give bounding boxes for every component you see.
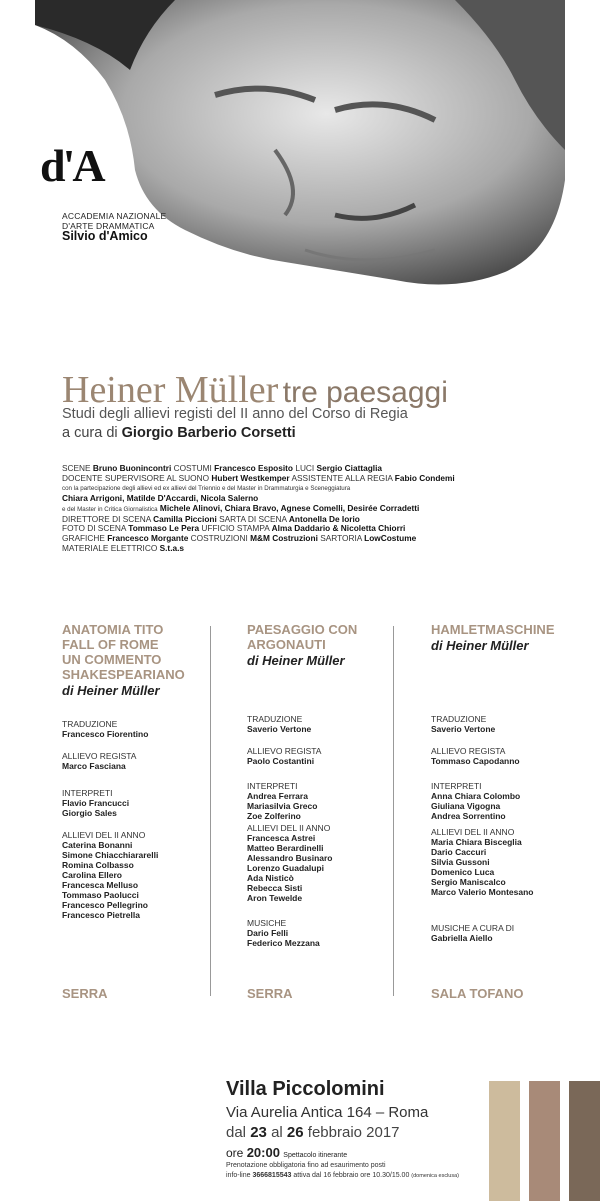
credit-label: SARTA DI SCENA [219,513,287,524]
credit-label: DIRETTORE DI SCENA [62,513,151,524]
credit-label: MATERIALE ELETTRICO [62,543,158,554]
student: Francesca Melluso [62,880,139,890]
translator: Francesco Fiorentino [62,729,149,739]
show-author: di Heiner Müller [431,638,529,653]
credit-value: Francesco Morgante [107,533,189,544]
credit-label: SARTORIA [320,533,362,544]
performers-label: INTERPRETI [62,788,113,798]
curator-prefix: a cura di [62,425,118,441]
performer: Mariasilvia Greco [247,801,318,811]
show-column-anatomia-tito [62,622,232,920]
credit-value: Alma Daddario & Nicoletta Chiorri [271,523,406,534]
time-label: ore [226,1146,244,1160]
credit-label: SCENE [62,463,91,473]
credit-value: Hubert Westkemper [211,472,290,483]
show-author: di Heiner Müller [247,653,345,668]
subtitle: Studi degli allievi registi del II anno del Corso di Regia [62,406,408,422]
credit-value: Chiara Arrigoni, Matilde D'Accardi, Nicola Salerno [62,492,259,503]
show-column-paesaggio-argonauti [247,622,417,948]
color-swatch-sand [489,1081,520,1201]
show-title-line: SHAKESPEARIANO [62,667,185,682]
performers-label: INTERPRETI [247,781,298,791]
credit-label: LUCI [295,463,315,473]
students-label: ALLIEVI DEL II ANNO [62,830,146,840]
student: Ada Nisticò [247,873,294,883]
credit-value: Francesco Esposito [214,463,294,473]
credit-value: Tommaso Le Pera [128,523,200,534]
credit-value: Michele Alinovi, Chiara Bravo, Agnese Comelli, Desirée Corradetti [159,502,420,513]
credit-value: M&M Costruzioni [250,533,318,544]
title-sub: tre paesaggi [282,376,448,409]
credit-line [62,474,562,484]
show-title [62,622,232,682]
performer: Andrea Sorrentino [431,811,506,821]
title-main: Heiner Müller [62,369,279,411]
student: Sergio Maniscalco [431,877,506,887]
director: Tommaso Capodanno [431,756,520,766]
musician: Federico Mezzana [247,938,320,948]
info-hours: attiva dal 16 febbraio ore 10.30/15.00 [293,1172,410,1179]
translator: Saverio Vertone [247,724,312,734]
show-column-hamletmaschine [431,622,600,943]
student: Maria Chiara Bisceglia [431,837,522,847]
performer: Anna Chiara Colombo [431,791,521,801]
credit-label: e del Master in Critica Giornalistica [62,505,158,513]
student: Lorenzo Guadalupi [247,863,324,873]
performer: Zoe Zolferino [247,811,301,821]
credit-value: S.t.a.s [159,543,185,554]
director: Paolo Costantini [247,756,315,766]
student: Alessandro Businaro [247,853,333,863]
show-title-line: ARGONAUTI [247,637,326,652]
credit-value: Fabio Condemi [394,472,455,483]
musician: Gabriella Aiello [431,933,493,943]
credit-label: ASSISTENTE ALLA REGIA [291,472,393,483]
venue-label: SALA TOFANO [431,986,524,1001]
show-title-line: PAESAGGIO CON [247,622,358,637]
dates-month: febbraio 2017 [307,1124,400,1141]
show-title-line: FALL OF ROME [62,637,159,652]
performer: Giorgio Sales [62,808,117,818]
show-type: Spettacolo itinerante [283,1152,348,1159]
credit-line [62,544,562,554]
student: Marco Valerio Montesano [431,887,534,897]
credit-label: DOCENTE SUPERVISORE AL SUONO [62,472,210,483]
student: Simone Chiacchiararelli [62,850,159,860]
statue-head-image [35,0,565,290]
student: Francesco Pietrella [62,910,140,920]
student: Silvia Gussoni [431,857,490,867]
dates-text: al [271,1124,283,1141]
music-label: MUSICHE [247,918,287,928]
info-line [226,1172,459,1179]
student: Rebecca Sisti [247,883,303,893]
translation-label: TRADUZIONE [62,719,118,729]
student: Domenico Luca [431,867,495,877]
curator-name: Giorgio Barberio Corsetti [121,425,296,441]
performer: Andrea Ferrara [247,791,308,801]
translation-label: TRADUZIONE [431,714,487,724]
venue-label: SERRA [62,986,108,1001]
musician: Dario Felli [247,928,289,938]
director-label: ALLIEVO REGISTA [62,751,137,761]
credit-label: COSTUMI [173,463,212,473]
phone-number: 3666815543 [252,1172,292,1179]
credits-block [62,464,562,554]
info-label: info-line [226,1172,251,1179]
student: Romina Colbasso [62,860,134,870]
credit-label: COSTRUZIONI [190,533,248,544]
venue-label: SERRA [247,986,293,1001]
director: Marco Fasciana [62,761,126,771]
credit-label: UFFICIO STAMPA [201,523,270,534]
student: Francesca Astrei [247,833,316,843]
credit-value: LowCostume [364,533,417,544]
credit-label: FOTO DI SCENA [62,523,126,534]
student: Tommaso Paolucci [62,890,139,900]
music-label: MUSICHE A CURA DI [431,923,515,933]
venue-name: Villa Piccolomini [226,1078,385,1100]
director-label: ALLIEVO REGISTA [247,746,322,756]
academy-name-line3: Silvio d'Amico [62,229,148,243]
info-exclusion: (domenica esclusa) [411,1173,459,1179]
student: Dario Caccuri [431,847,487,857]
students-label: ALLIEVI DEL II ANNO [431,827,515,837]
event-time [226,1145,347,1160]
student: Francesco Pellegrino [62,900,148,910]
translation-label: TRADUZIONE [247,714,303,724]
student: Matteo Berardinelli [247,843,324,853]
credit-value: Bruno Buonincontri [92,463,172,473]
color-swatch-brown [569,1081,600,1201]
show-title [247,622,417,652]
performer: Giuliana Vigogna [431,801,501,811]
show-title-line: ANATOMIA TITO [62,622,164,637]
performer: Flavio Francucci [62,798,130,808]
time-value: 20:00 [246,1145,280,1160]
show-author: di Heiner Müller [62,683,160,698]
student: Caterina Bonanni [62,840,133,850]
credit-value: Sergio Ciattaglia [316,463,383,473]
color-swatch-taupe [529,1081,560,1201]
credit-value: Antonella De Iorio [288,513,360,524]
curator-line [62,425,296,441]
show-title-line: HAMLETMASCHINE [431,622,555,637]
event-dates [226,1124,400,1141]
start-day: 23 [250,1124,267,1141]
student: Carolina Ellero [62,870,122,880]
performers-label: INTERPRETI [431,781,482,791]
students-label: ALLIEVI DEL II ANNO [247,823,331,833]
show-title-line: UN COMMENTO [62,652,162,667]
credit-line: con la partecipazione degli allievi ed ex allievi del Triennio e del Master in Drammaturgia e Sceneggiatura [62,484,351,492]
translator: Saverio Vertone [431,724,496,734]
show-title [431,622,600,637]
credit-value: Camilla Piccioni [153,513,217,524]
academy-name-line2: D'ARTE DRAMMATICA [62,221,155,231]
venue-address: Via Aurelia Antica 164 – Roma [226,1104,429,1121]
student: Aron Tewelde [247,893,303,903]
booking-note: Prenotazione obbligatoria fino ad esaurimento posti [226,1162,386,1169]
dates-text: dal [226,1124,247,1141]
academy-name-line1: ACCADEMIA NAZIONALE [62,211,167,221]
academy-logo-mark: d'A [40,140,103,191]
credit-label: GRAFICHE [62,533,105,544]
end-day: 26 [286,1124,304,1141]
director-label: ALLIEVO REGISTA [431,746,506,756]
